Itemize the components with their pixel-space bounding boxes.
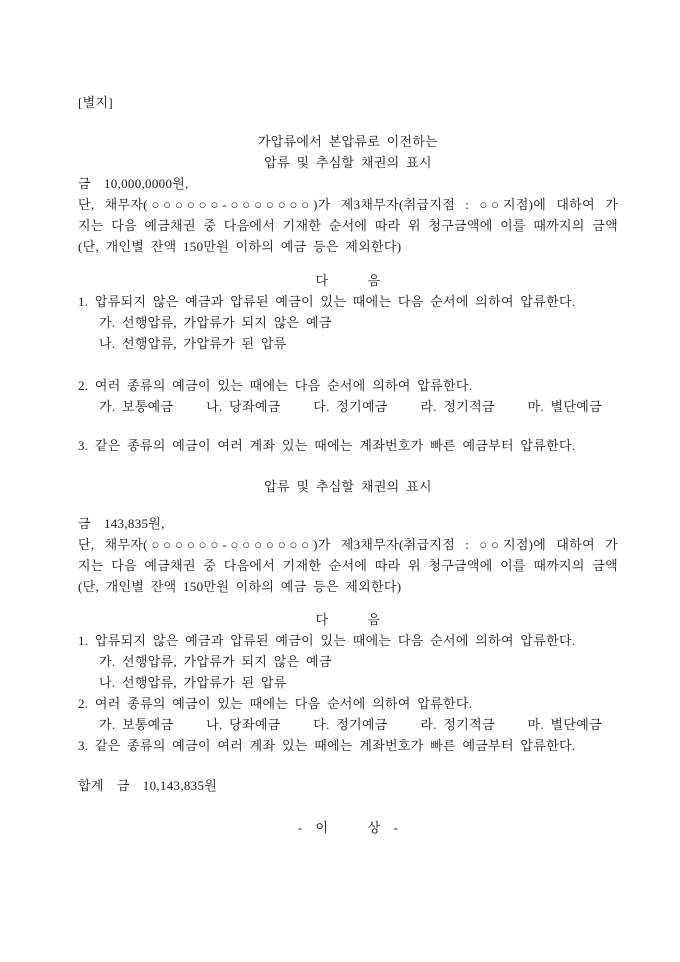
section-b-body-line1: 단, 채무자(○○○○○○-○○○○○○○)가 제3채무자(취급지점 : ○○지점)에 대하여 가 [78, 537, 618, 552]
section-b-item1-sub2: 나. 선행압류, 가압류가 된 압류 [99, 675, 287, 690]
section-a-body-line3: (단, 개인별 잔액 150만원 이하의 예금 등은 제외한다) [78, 239, 402, 254]
section-a-title-line2: 압류 및 추심할 채권의 표시 [264, 155, 432, 170]
section-a-item1-sub2: 나. 선행압류, 가압류가 된 압류 [99, 336, 287, 351]
section-a-item1-sub1: 가. 선행압류, 가압류가 되지 않은 예금 [99, 315, 332, 330]
section-b-title: 압류 및 추심할 채권의 표시 [264, 479, 432, 494]
total-amount-line: 합계 금 10,143,835원 [78, 778, 218, 793]
section-b-item1-sub1: 가. 선행압류, 가압류가 되지 않은 예금 [99, 654, 332, 669]
section-b-body-line2: 지는 다음 예금채권 중 다음에서 기재한 순서에 따라 위 청구금액에 이를 때까지의 금액 [78, 558, 618, 573]
section-b-amount: 금 143,835원, [78, 516, 165, 531]
section-b-item1: 1. 압류되지 않은 예금과 압류된 예금이 있는 때에는 다음 순서에 의하여 압류한다. [78, 633, 576, 648]
section-b-item2-sub: 가. 보통예금 나. 당좌예금 다. 정기예금 라. 정기적금 마. 별단예금 [99, 717, 602, 732]
section-b-item2: 2. 여러 종류의 예금이 있는 때에는 다음 순서에 의하여 압류한다. [78, 696, 473, 711]
section-b-body-line3: (단, 개인별 잔액 150만원 이하의 예금 등은 제외한다) [78, 579, 402, 594]
section-b-daum-heading: 다 음 [315, 612, 381, 627]
section-a-item1: 1. 압류되지 않은 예금과 압류된 예금이 있는 때에는 다음 순서에 의하여 압류한다. [78, 294, 576, 309]
section-a-item2-sub: 가. 보통예금 나. 당좌예금 다. 정기예금 라. 정기적금 마. 별단예금 [99, 399, 602, 414]
section-a-item3: 3. 같은 종류의 예금이 여러 계좌 있는 때에는 계좌번호가 빠른 예금부터 압류한다. [78, 438, 576, 453]
section-a-body-line2: 지는 다음 예금채권 중 다음에서 기재한 순서에 따라 위 청구금액에 이를 때까지의 금액 [78, 218, 618, 233]
section-a-amount: 금 10,000,0000원, [78, 176, 189, 191]
section-a-title-line1: 가압류에서 본압류로 이전하는 [257, 134, 439, 149]
section-a-body-line1: 단, 채무자(○○○○○○-○○○○○○○)가 제3채무자(취급지점 : ○○지점)에 대하여 가 [78, 197, 618, 212]
section-b-item3: 3. 같은 종류의 예금이 여러 계좌 있는 때에는 계좌번호가 빠른 예금부터 압류한다. [78, 738, 576, 753]
section-a-item2: 2. 여러 종류의 예금이 있는 때에는 다음 순서에 의하여 압류한다. [78, 378, 473, 393]
section-a-daum-heading: 다 음 [315, 273, 381, 288]
attachment-label: [별지] [78, 95, 113, 110]
end-mark: - 이 상 - [297, 820, 399, 835]
